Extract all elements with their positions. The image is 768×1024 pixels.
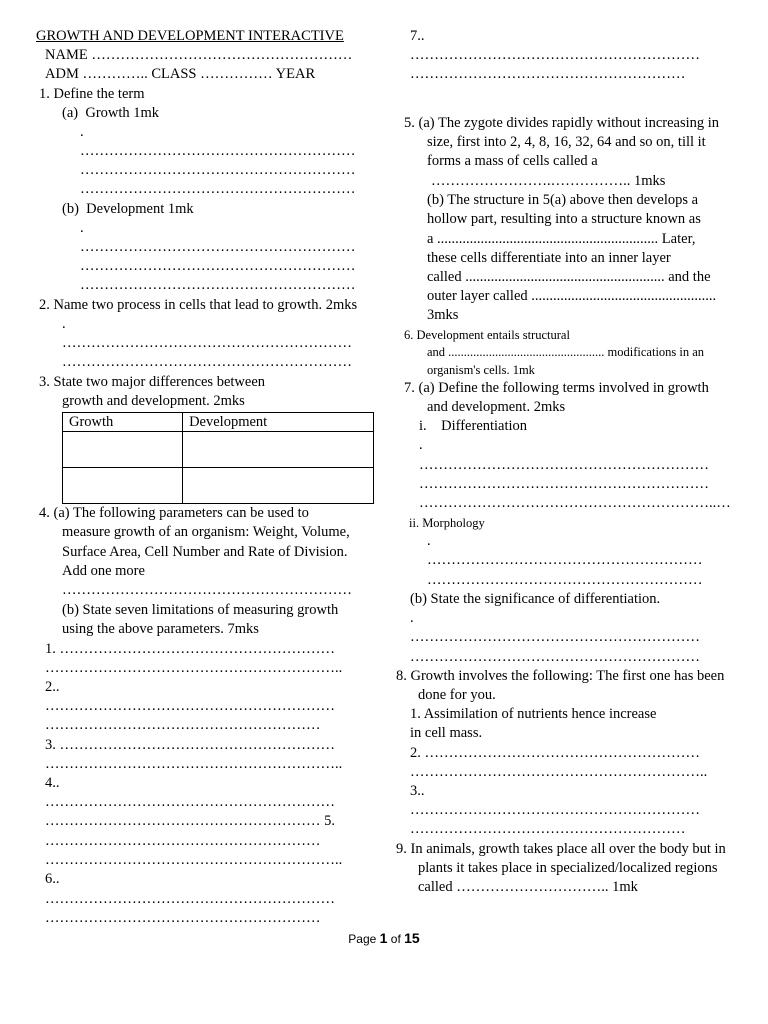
answer-line: ……………………………………………………..: [45, 852, 343, 868]
adm-class-year-field: ADM ………….. CLASS …………… YEAR: [45, 66, 316, 82]
answer-line: …………………………………………………: [80, 181, 356, 197]
answer-line: …………………………………………………: [80, 143, 356, 159]
growth-item-1: 1. Assimilation of nutrients hence increase: [410, 706, 657, 722]
answer-line: ……………………………………………………..: [45, 660, 343, 676]
limitation-2: 2..: [45, 679, 60, 695]
term-differentiation: i. Differentiation: [419, 418, 528, 434]
question-1b: (b) Development 1mk: [62, 201, 194, 217]
question-6-cont: organism's cells. 1mk: [427, 363, 535, 377]
limitation-1: 1. …………………………………………………: [45, 641, 335, 657]
question-7a: 7. (a) Define the following terms involved in growth: [404, 380, 709, 396]
question-8-cont: done for you.: [418, 687, 496, 703]
limitation-7: 7..: [410, 28, 425, 44]
question-7a-cont: and development. 2mks: [427, 399, 566, 415]
question-5b: (b) The structure in 5(a) above then develops a: [427, 192, 699, 208]
question-4a-cont: measure growth of an organism: Weight, Volume,: [62, 524, 350, 540]
answer-line: …………………………………………………: [427, 552, 703, 568]
answer-line: …………………………………………………: [410, 821, 686, 837]
answer-line: …………………………………………………: [45, 910, 321, 926]
answer-line: ……………………………………………………: [62, 335, 352, 351]
answer-line: …………………….…………….. 1mks: [431, 173, 666, 189]
answer-line: …………………………………………………: [80, 162, 356, 178]
question-2: 2. Name two process in cells that lead to growth. 2mks: [39, 297, 358, 313]
growth-item-1-cont: in cell mass.: [410, 725, 483, 741]
answer-line: ……………………………………………………: [419, 457, 709, 473]
answer-line: …………………………………………………: [427, 572, 703, 588]
question-5a: 5. (a) The zygote divides rapidly without increasing in: [404, 115, 720, 131]
table-header-row: [63, 413, 374, 432]
answer-dot: .: [427, 533, 431, 549]
answer-line: ……………………………………………………: [62, 354, 352, 370]
question-4b: (b) State seven limitations of measuring growth: [62, 602, 339, 618]
table-row: [63, 468, 374, 504]
question-4b-cont: using the above parameters. 7mks: [62, 621, 259, 637]
question-6-cont: and .................................................. modifications in an: [427, 345, 705, 359]
answer-line: ……………………………………………………: [62, 582, 352, 598]
answer-line: ……………………………………………………: [410, 802, 700, 818]
question-5a-cont: forms a mass of cells called a: [427, 153, 598, 169]
question-3-cont: growth and development. 2mks: [62, 393, 245, 409]
question-4a: 4. (a) The following parameters can be used to: [39, 505, 309, 521]
answer-line: ……………………………………………………: [410, 629, 700, 645]
question-5b-cont: hollow part, resulting into a structure known as: [427, 211, 701, 227]
page-number: 1: [379, 930, 388, 946]
table-row: [63, 432, 374, 468]
question-1a: (a) Growth 1mk: [62, 105, 160, 121]
table-cell[interactable]: [63, 468, 183, 504]
limitation-3: 3. …………………………………………………: [45, 737, 335, 753]
table-header-development: Development: [183, 413, 374, 432]
question-8: 8. Growth involves the following: The first one has been: [396, 668, 725, 684]
answer-line: ……………………………………………………: [410, 649, 700, 665]
marks-label: 3mks: [427, 307, 459, 323]
answer-line: ……………………………………………………: [45, 794, 335, 810]
page-label: Page: [348, 932, 377, 946]
question-6: 6. Development entails structural: [404, 328, 570, 342]
answer-line: …………………………………………………: [80, 258, 356, 274]
table-cell[interactable]: [183, 432, 374, 468]
differences-table: [62, 412, 374, 504]
question-5b-cont: outer layer called ...................................................: [427, 288, 717, 304]
growth-item-3: 3..: [410, 783, 425, 799]
question-5b-cont: called ....................................................... and the: [427, 269, 711, 285]
answer-line: …………………………………………………: [80, 277, 356, 293]
table-header-growth: Growth: [63, 413, 183, 432]
limitation-4: 4..: [45, 775, 60, 791]
limitation-5: ………………………………………………… 5.: [45, 813, 335, 829]
question-4a-cont: Surface Area, Cell Number and Rate of Division.: [62, 544, 348, 560]
question-5b-cont: these cells differentiate into an inner layer: [427, 250, 671, 266]
answer-dot: .: [62, 316, 66, 332]
term-morphology: ii. Morphology: [409, 516, 485, 530]
question-9-cont: called ………………………….. 1mk: [418, 879, 638, 895]
question-4a-cont: Add one more: [62, 563, 145, 579]
question-3: 3. State two major differences between: [39, 374, 266, 390]
table-cell[interactable]: [63, 432, 183, 468]
answer-line: ……………………………………………………: [45, 891, 335, 907]
name-field: NAME ………………………………………………: [45, 47, 353, 63]
limitation-6: 6..: [45, 871, 60, 887]
page-total: 15: [404, 930, 420, 946]
growth-item-2: 2. …………………………………………………: [410, 745, 700, 761]
answer-line: ……………………………………………………..: [410, 764, 708, 780]
question-5b-cont: a ............................................................. Later,: [427, 231, 696, 247]
answer-line: …………………………………………………: [45, 717, 321, 733]
question-7b: (b) State the significance of differentiation.: [410, 591, 661, 607]
page-footer: [0, 930, 768, 946]
answer-line: ……………………………………………………: [410, 47, 700, 63]
answer-line: ……………………………………………………: [45, 698, 335, 714]
answer-dot: .: [419, 437, 423, 453]
answer-line: …………………………………………………: [45, 833, 321, 849]
question-9-cont: plants it takes place in specialized/localized regions: [418, 860, 718, 876]
answer-line: ……………………………………………………..: [45, 756, 343, 772]
question-9: 9. In animals, growth takes place all over the body but in: [396, 841, 726, 857]
answer-line: …………………………………………………: [80, 239, 356, 255]
answer-dot: .: [80, 124, 84, 140]
question-1: 1. Define the term: [39, 86, 145, 102]
answer-line: ……………………………………………………..…: [419, 495, 731, 511]
table-cell[interactable]: [183, 468, 374, 504]
answer-dot: .: [410, 610, 414, 626]
worksheet-title: GROWTH AND DEVELOPMENT INTERACTIVE: [36, 28, 344, 44]
answer-line: …………………………………………………: [410, 66, 686, 82]
answer-line: ……………………………………………………: [419, 476, 709, 492]
page-of-label: of: [390, 932, 401, 946]
question-5a-cont: size, first into 2, 4, 8, 16, 32, 64 and so on, till it: [427, 134, 706, 150]
answer-dot: .: [80, 220, 84, 236]
